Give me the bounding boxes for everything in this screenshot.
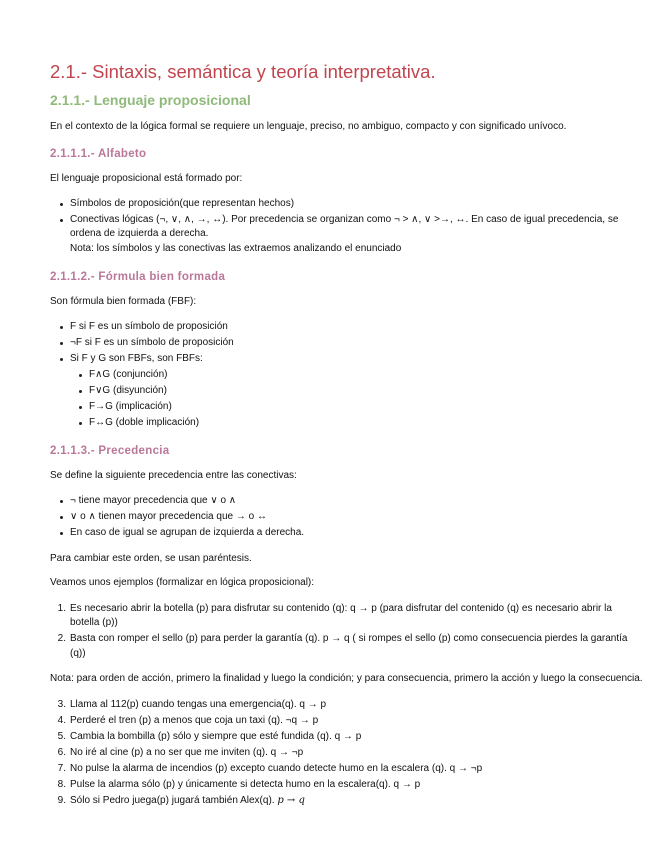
example-item-continuation: (q)) [70,648,86,659]
list-number: 1. [57,603,66,614]
list-number: 2. [57,633,66,644]
paragraph-precedencia-intro: Se define la siguiente precedencia entre las conectivas: [50,470,297,481]
list-item: ¬F si F es un símbolo de proposición [70,337,234,348]
sub-list-item: F↔G (doble implicación) [89,417,200,428]
sub-list-item: F→G (implicación) [89,401,172,412]
example-item: Pulse la alarma sólo (p) y únicamente si detecta humo en la escalera(q). q → p [70,779,421,790]
list-number: 6. [57,747,66,758]
sub-list-item: F∧G (conjunción) [89,369,168,380]
paragraph-alfabeto-intro: El lenguaje proposicional está formado por: [50,173,243,184]
bullet-icon [79,390,82,393]
example-item: Llama al 112(p) cuando tengas una emergencia(q). q → p [70,699,327,710]
list-item: Símbolos de proposición(que representan hechos) [70,198,295,209]
bullet-icon [60,358,63,361]
bullet-icon [60,532,63,535]
list-item: Si F y G son FBFs, son FBFs: [70,353,203,364]
list-item-note: Nota: los símbolos y las conectivas las extraemos analizando el enunciado [70,243,402,254]
example-item: Basta con romper el sello (p) para perder la garantía (q). p → q ( si rompes el sello (p) como consecuencia pierdes la garantía [70,633,628,644]
section-heading-fbf: 2.1.1.2.- Fórmula bien formada [50,271,226,283]
list-number: 4. [57,715,66,726]
bullet-icon [60,203,63,206]
list-item: En caso de igual se agrupan de izquierda a derecha. [70,527,305,538]
list-item: F si F es un símbolo de proposición [70,321,228,332]
list-item: ∨ o ∧ tienen mayor precedencia que → o ↔ [70,511,267,522]
section-heading-precedencia: 2.1.1.3.- Precedencia [50,445,170,457]
section-heading-lenguaje: 2.1.1.- Lenguaje proposicional [50,92,251,108]
paragraph-lenguaje-intro: En el contexto de la lógica formal se requiere un lenguaje, preciso, no ambiguo, compacto y con significado unívoco. [50,121,567,132]
example-item: No pulse la alarma de incendios (p) excepto cuando detecte humo en la escalera (q). q → ¬p [70,763,483,774]
bullet-icon [60,500,63,503]
paragraph-ejemplos-intro: Veamos unos ejemplos (formalizar en lógica proposicional): [50,577,315,588]
list-number: 7. [57,763,66,774]
bullet-icon [79,422,82,425]
example-item: Perderé el tren (p) a menos que coja un taxi (q). ¬q → p [70,715,319,726]
example-item: Cambia la bombilla (p) sólo y siempre que esté fundida (q). q → p [70,731,362,742]
paragraph-parentesis: Para cambiar este orden, se usan paréntesis. [50,553,252,564]
list-item: ¬ tiene mayor precedencia que ∨ o ∧ [70,495,237,506]
bullet-icon [79,406,82,409]
example-item [70,795,305,807]
paragraph-nota: Nota: para orden de acción, primero la finalidad y luego la condición; y para consecuencia, primero la acción y luego la consecuencia. [50,673,643,684]
bullet-icon [60,219,63,222]
list-item: Conectivas lógicas (¬, ∨, ∧, →, ↔). Por precedencia se organizan como ¬ > ∧, ∨ >→, ↔. En caso de igual precedencia, se [70,214,619,225]
list-number: 3. [57,699,66,710]
section-heading-alfabeto: 2.1.1.1.- Alfabeto [50,148,147,160]
example-item: Es necesario abrir la botella (p) para disfrutar su contenido (q): q → p (para disfrutar del contenido (q) es necesario abrir la [70,603,612,614]
formula: p → q [277,795,305,806]
example-item-continuation: botella (p)) [70,617,118,628]
paragraph-fbf-intro: Son fórmula bien formada (FBF): [50,296,197,307]
bullet-icon [79,374,82,377]
bullet-icon [60,516,63,519]
page-title: 2.1.- Sintaxis, semántica y teoría interpretativa. [50,61,436,82]
sub-list-item: F∨G (disyunción) [89,385,167,396]
bullet-icon [60,326,63,329]
list-number: 8. [57,779,66,790]
list-item-continuation: ordena de izquierda a derecha. [70,228,209,239]
example-item: No iré al cine (p) a no ser que me inviten (q). q → ¬p [70,747,304,758]
example-text: Sólo si Pedro juega(p) jugará también Alex(q). [70,795,275,806]
list-number: 9. [57,795,66,806]
bullet-icon [60,342,63,345]
list-number: 5. [57,731,66,742]
